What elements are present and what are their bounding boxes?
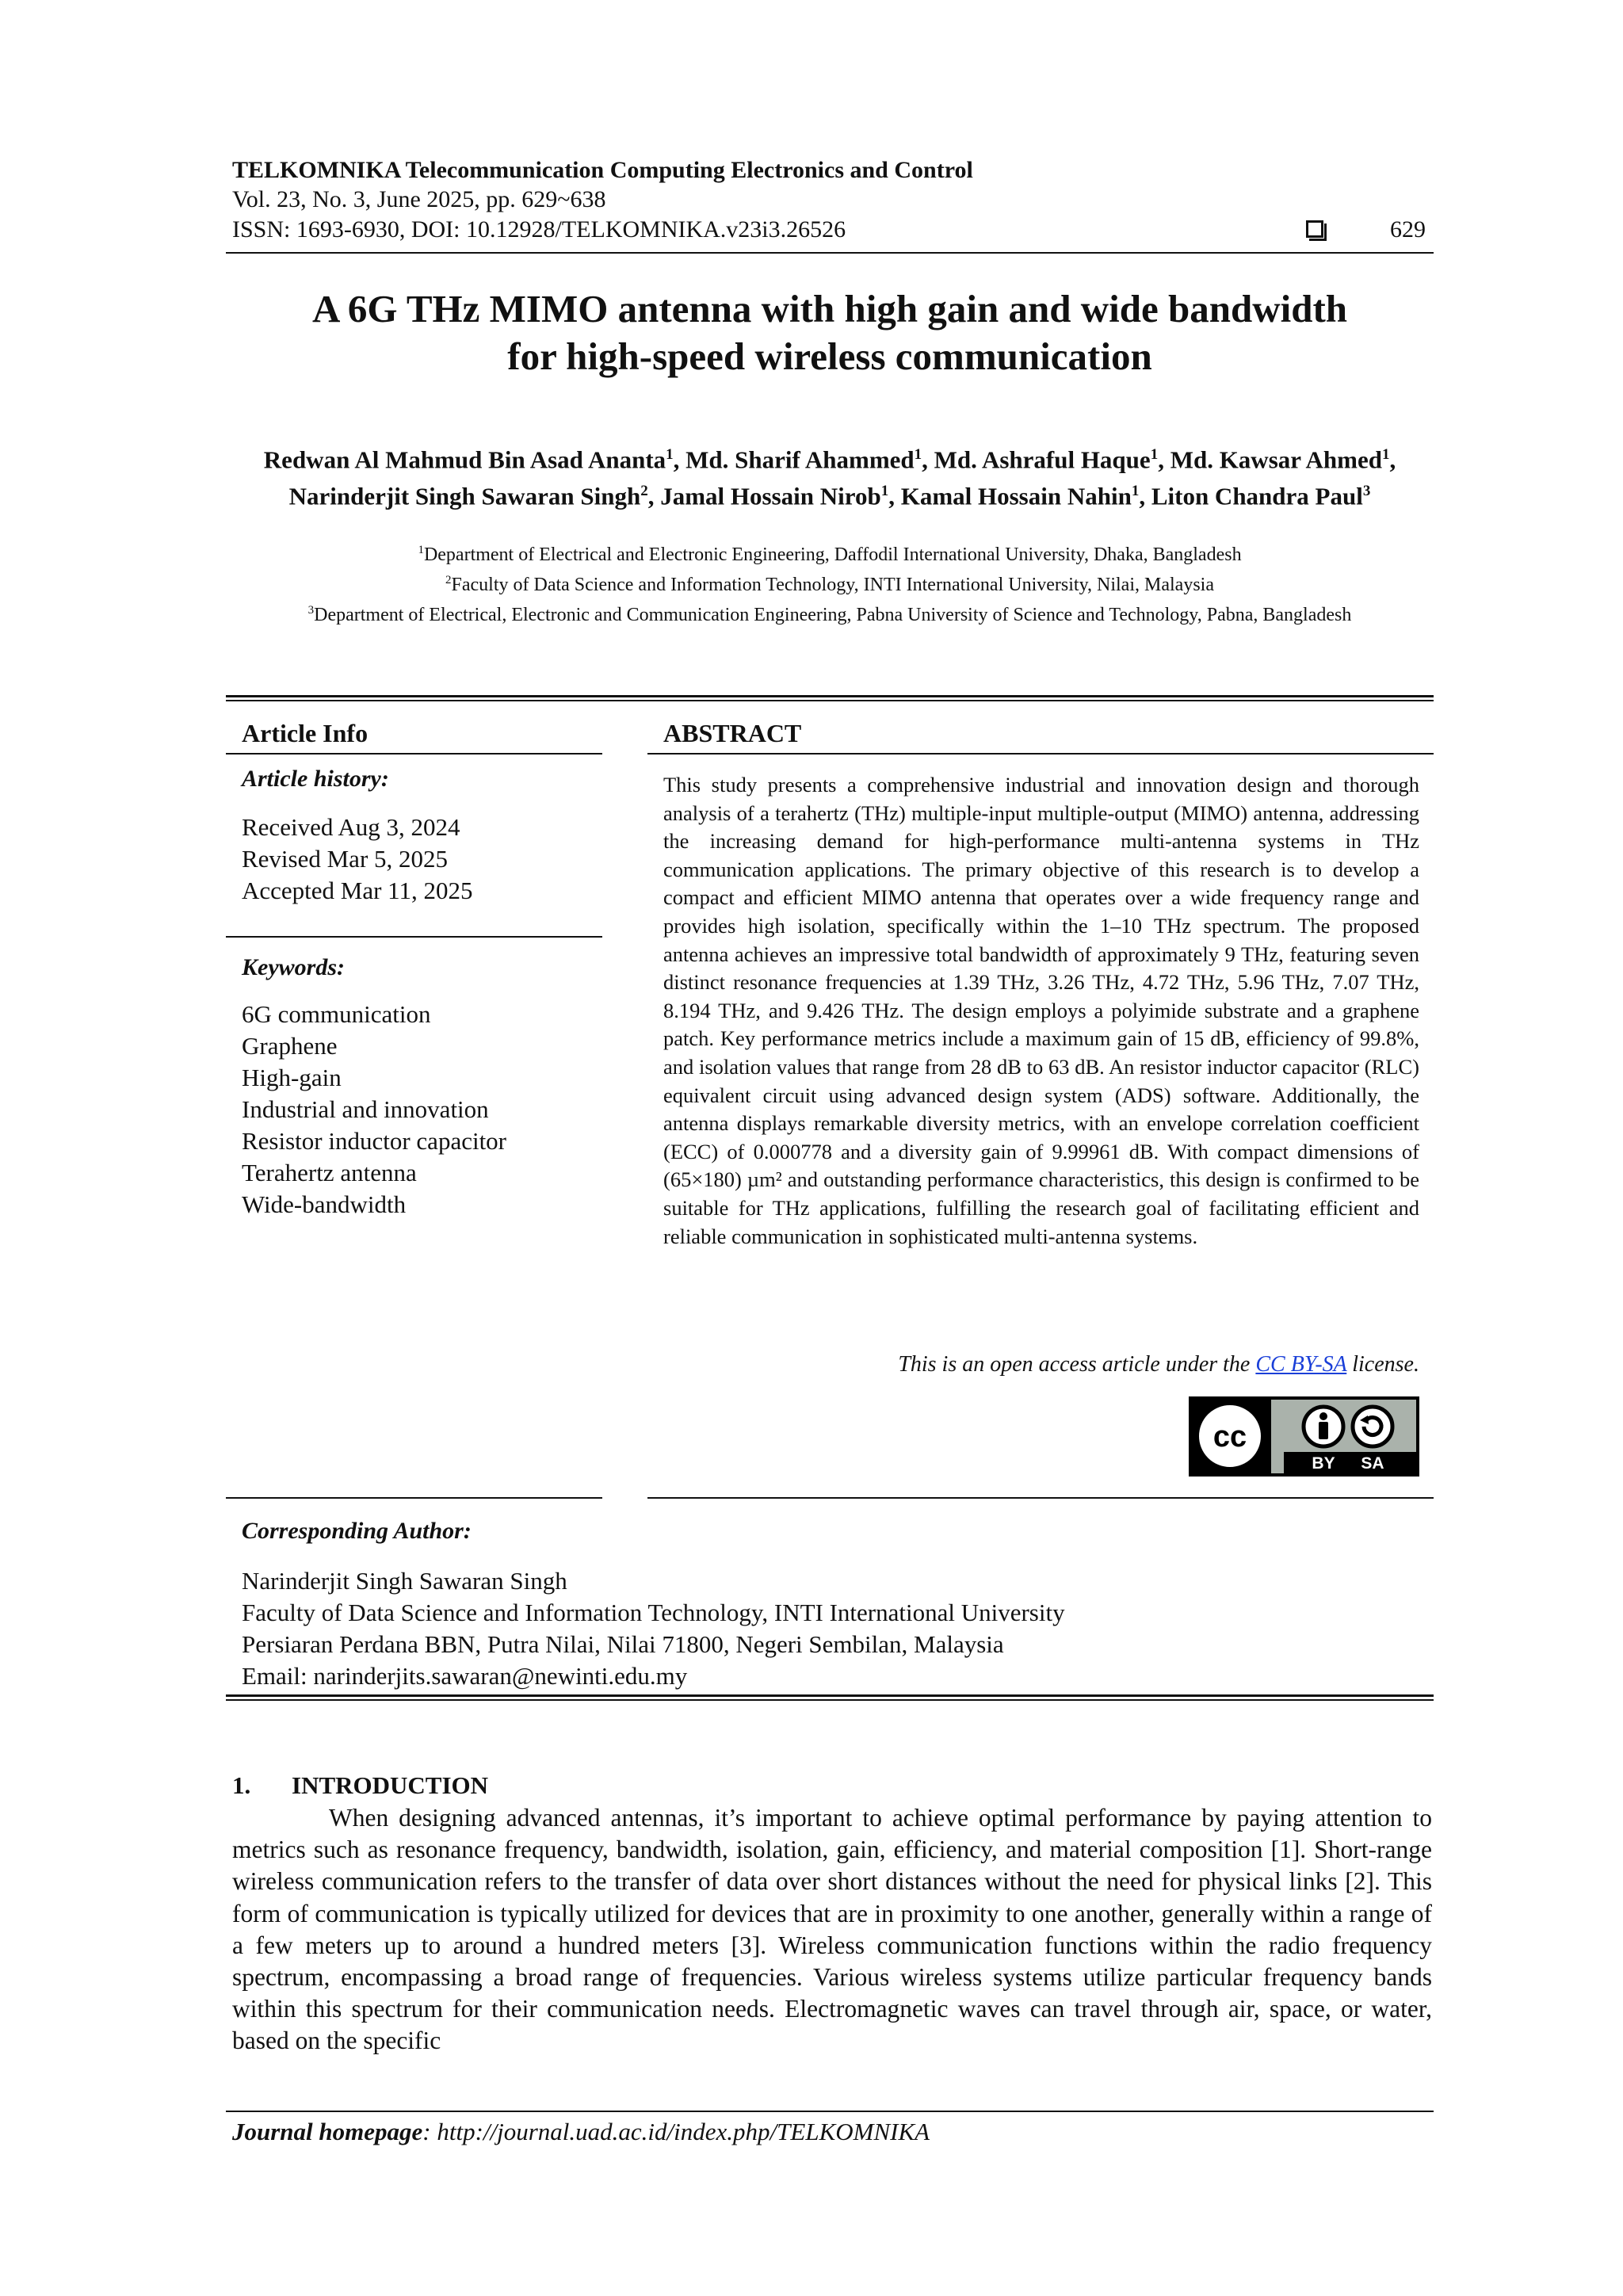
corresponding-author-details <box>242 1565 1065 1692</box>
title-line-1: A 6G THz MIMO antenna with high gain and wide bandwidth <box>311 287 1348 330</box>
keyword-item: Wide-bandwidth <box>242 1190 407 1218</box>
author-affiliation-mark: 3 <box>1362 483 1371 500</box>
author-name: Kamal Hossain Nahin <box>900 482 1132 510</box>
corresponding-author-address: Persiaran Perdana BBN, Putra Nilai, Nilai 71800, Negeri Sembilan, Malaysia <box>242 1630 1004 1658</box>
sa-share-icon <box>1353 1407 1392 1446</box>
keyword-item: 6G communication <box>242 1000 431 1028</box>
abstract-heading: ABSTRACT <box>663 719 802 747</box>
license-statement: This is an open access article under the CC BY-SA license. <box>898 1352 1419 1377</box>
keyword-item: Industrial and innovation <box>242 1095 489 1123</box>
abstract-text: This study presents a comprehensive industrial and innovation design and thorough analysis of a terahertz (THz) multiple-input multiple-output (MIMO) antenna, addressing the increasing demand for high-performance multi-antenna systems in THz communication applications. The primary objective of this research is to develop a compact and efficient MIMO antenna that operates over a wide frequency range and provides high isolation, specifically within the 1–10 THz spectrum. The proposed antenna achieves an impressive total bandwidth of approximately 9 THz, featuring seven distinct resonance frequencies at 1.39 THz, 3.26 THz, 4.72 THz, 5.96 THz, 7.07 THz, 8.194 THz, and 9.426 THz. The design employs a polyimide substrate and a graphene patch. Key performance metrics include a maximum gain of 15 dB, efficiency of 99.8%, and isolation values that range from 28 dB to 63 dB. An resistor inductor capacitor (RLC) equivalent circuit using advanced design system (ADS) software. Additionally, the antenna displays remarkable diversity metrics, with an envelope correlation coefficient (ECC) of 0.000778 and a diversity gain of 9.99961 dB. With compact dimensions of (65×180) µm² and outstanding performance characteristics, this design is confirmed to be suitable for THz applications, fulfilling the research goal of facilitating efficient and reliable communication in sophisticated multi-antenna systems. <box>663 773 1419 1248</box>
sa-label: SA <box>1361 1454 1384 1473</box>
journal-name: TELKOMNIKA Telecommunication Computing Electronics and Control <box>232 157 973 183</box>
revised-date: Revised Mar 5, 2025 <box>242 845 449 873</box>
received-date: Received Aug 3, 2024 <box>242 813 460 841</box>
footer-rule <box>226 2111 1434 2112</box>
section-double-rule <box>226 695 1434 701</box>
corresponding-author-heading: Corresponding Author: <box>242 1518 472 1544</box>
square-box-icon <box>1306 220 1323 238</box>
corresponding-author-email: Email: narinderjits.sawaran@newinti.edu.my <box>242 1662 688 1690</box>
affiliation-list <box>226 537 1434 628</box>
keyword-item: Graphene <box>242 1032 338 1060</box>
keyword-item: High-gain <box>242 1064 342 1091</box>
by-label: BY <box>1312 1454 1335 1473</box>
author-name: Md. Sharif Ahammed <box>685 445 915 474</box>
author-affiliation-mark: 1 <box>1381 446 1390 463</box>
introduction-heading <box>232 1771 488 1801</box>
corresponding-author-faculty: Faculty of Data Science and Information Technology, INTI International University <box>242 1599 1065 1626</box>
author-affiliation-mark: 1 <box>880 483 889 500</box>
introduction-paragraph: When designing advanced antennas, it’s important to achieve optimal performance by paying attention to metrics such as resonance frequency, bandwidth, isolation, gain, efficiency, and material composition [1]. Short-range wireless communication refers to the transfer of data over short distances without the need for physical links [2]. This form of communication is typically utilized for devices that are in proximity to one another, generally within a range of a few meters up to around a hundred meters [3]. Wireless communication functions within the radio frequency spectrum, encompassing a broad range of frequencies. Various wireless systems utilize particular frequency bands within this spectrum for their communication needs. Electromagnetic waves can travel through air, space, or water, based on the specific <box>232 1804 1432 2055</box>
author-name: Md. Kawsar Ahmed <box>1170 445 1382 474</box>
column-rule <box>647 1497 1434 1499</box>
section-double-rule <box>226 1694 1434 1701</box>
page-number: 629 <box>1390 216 1426 243</box>
keyword-item: Resistor inductor capacitor <box>242 1127 507 1155</box>
affiliation-item: $^3$Department of Electrical, Electronic and Communication Engineering, Pabna University of Science and Technology, Pabna, Bangladesh <box>307 604 1352 625</box>
author-affiliation-mark: 1 <box>914 446 922 463</box>
journal-homepage-link[interactable]: : http://journal.uad.ac.id/index.php/TELKOMNIKA <box>422 2118 930 2145</box>
journal-homepage-footer <box>232 2116 930 2148</box>
title-line-2: for high-speed wireless communication <box>507 334 1152 378</box>
author-name: Narinderjit Singh Sawaran Singh <box>288 482 641 510</box>
author-name: Md. Ashraful Haque <box>934 445 1151 474</box>
article-history-list <box>242 812 473 907</box>
affiliation-item: $^2$Faculty of Data Science and Information Technology, INTI International University, Nilai, Malaysia <box>445 574 1214 595</box>
author-name: Redwan Al Mahmud Bin Asad Ananta <box>263 445 666 474</box>
volume-info: Vol. 23, No. 3, June 2025, pp. 629~638 <box>232 186 606 212</box>
column-rule <box>226 936 602 938</box>
keyword-item: Terahertz antenna <box>242 1159 417 1186</box>
paper-title <box>226 285 1434 380</box>
author-affiliation-mark: 1 <box>666 446 674 463</box>
corresponding-author-name: Narinderjit Singh Sawaran Singh <box>242 1567 567 1595</box>
section-title: INTRODUCTION <box>292 1771 489 1799</box>
article-info-heading: Article Info <box>242 719 369 747</box>
column-rule <box>226 1497 602 1499</box>
issn-doi: ISSN: 1693-6930, DOI: 10.12928/TELKOMNIKA.v23i3.26526 <box>232 216 846 243</box>
article-history-heading: Article history: <box>242 766 389 792</box>
author-list: Redwan Al Mahmud Bin Asad Ananta$^1$, Md. Sharif Ahammed$^1$, Md. Ashraful Haque$^1$, Md. Kawsar Ahmed$^1$, Narinderjit Singh Sawaran Singh$^2$, Jamal Hossain Nirob$^1$, Kamal Hossain Nahin$^1$, Liton Chandra Paul$^3$ <box>263 445 1396 510</box>
author-affiliation-mark: 1 <box>1150 446 1159 463</box>
cc-by-sa-link[interactable]: CC BY-SA <box>1255 1352 1347 1377</box>
footer-label: Journal homepage <box>232 2118 423 2145</box>
section-number: 1. <box>232 1771 251 1799</box>
cc-badge-graphic <box>1189 1396 1419 1477</box>
header-rule <box>226 252 1434 254</box>
column-rule <box>226 753 602 755</box>
author-affiliation-mark: 2 <box>640 483 648 500</box>
keywords-list <box>242 999 506 1221</box>
author-affiliation-mark: 1 <box>1131 483 1140 500</box>
accepted-date: Accepted Mar 11, 2025 <box>242 877 473 904</box>
author-name: Jamal Hossain Nirob <box>660 482 881 510</box>
affiliation-item: $^1$Department of Electrical and Electronic Engineering, Daffodil International University, Dhaka, Bangladesh <box>418 544 1242 565</box>
author-name: Liton Chandra Paul <box>1151 482 1363 510</box>
cc-by-sa-badge-icon[interactable] <box>1189 1396 1419 1477</box>
keywords-heading: Keywords: <box>242 954 345 980</box>
column-rule <box>647 753 1434 755</box>
cc-logo-text: cc <box>1212 1420 1247 1454</box>
